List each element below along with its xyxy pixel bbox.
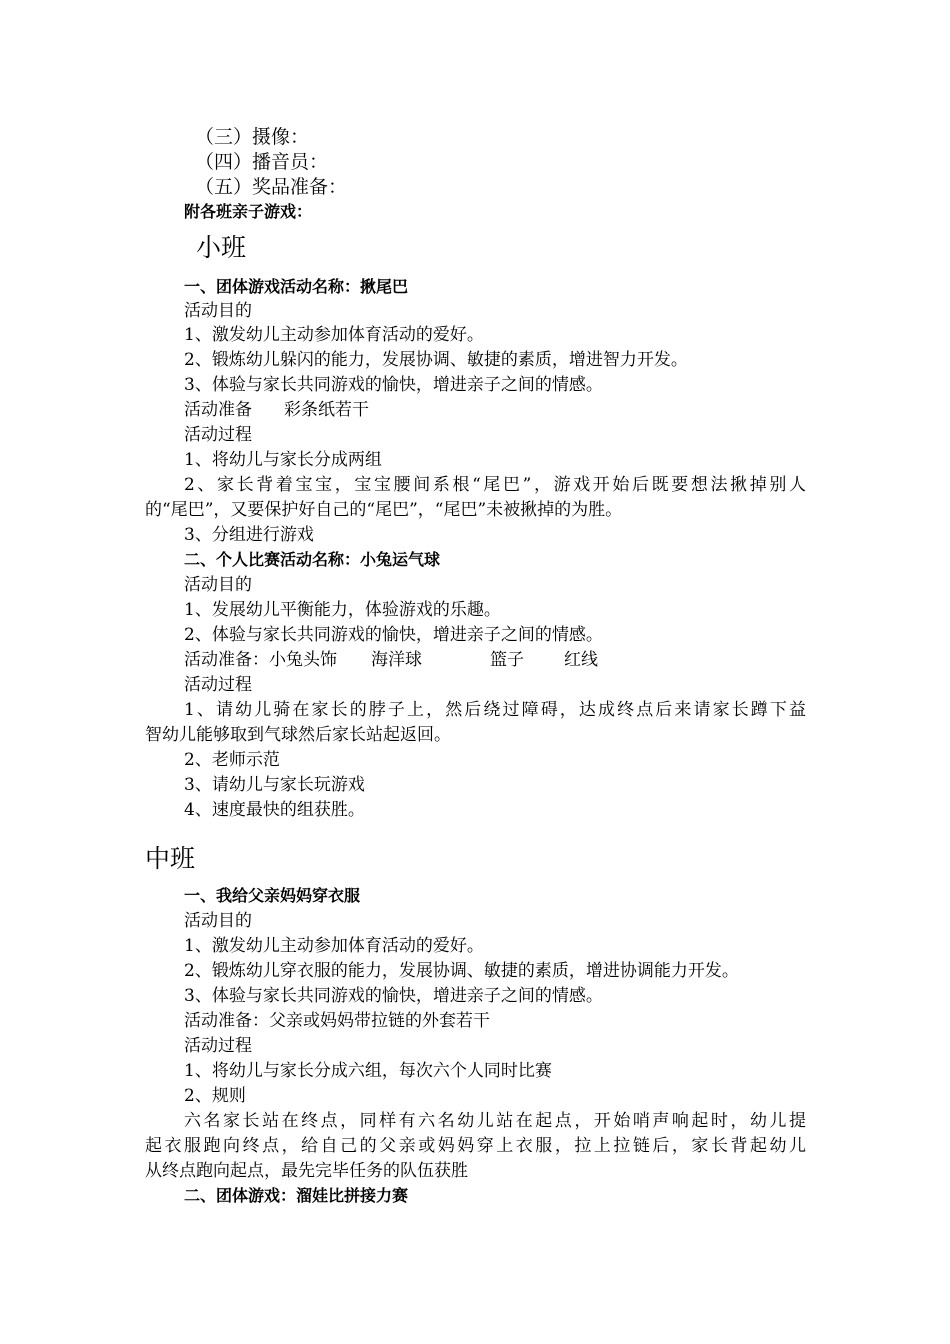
small-game1-step-2-cont: 的“尾巴”，又要保护好自己的“尾巴”，“尾巴”未被揪掉的为胜。 <box>145 500 623 520</box>
middle-game1-goal-label: 活动目的 <box>184 911 252 931</box>
list-item-announcer: （四）播音员： <box>195 151 329 173</box>
small-game2-prep-label: 活动准备：小兔头饰 <box>184 650 337 670</box>
middle-game1-rule-line-1: 六名家长站在终点，同样有六名幼儿站在起点，开始哨声响起时，幼儿提 <box>184 1111 806 1131</box>
small-game2-prep-item: 海洋球 <box>371 650 422 670</box>
small-game1-goal-2: 2、锻炼幼儿躲闪的能力，发展协调、敏捷的素质，增进智力开发。 <box>184 350 688 370</box>
small-game2-step-3: 3、请幼儿与家长玩游戏 <box>184 775 365 795</box>
middle-game1-rule-line-2: 起衣服跑向终点，给自己的父亲或妈妈穿上衣服，拉上拉链后，家长背起幼儿 <box>145 1136 806 1156</box>
small-game2-title: 二、个人比赛活动名称：小兔运气球 <box>184 550 441 569</box>
middle-game2-title: 二、团体游戏：溜娃比拼接力赛 <box>184 1186 409 1205</box>
middle-game1-goal-2: 2、锻炼幼儿穿衣服的能力，发展协调、敏捷的素质，增进协调能力开发。 <box>184 961 739 981</box>
small-game1-step-1: 1、将幼儿与家长分成两组 <box>184 450 382 470</box>
small-game2-process-label: 活动过程 <box>184 675 252 695</box>
middle-game1-goal-1: 1、激发幼儿主动参加体育活动的爱好。 <box>184 936 484 956</box>
small-game2-goal-1: 1、发展幼儿平衡能力，体验游戏的乐趣。 <box>184 600 501 620</box>
middle-game1-step-2: 2、规则 <box>184 1086 246 1106</box>
small-game2-step-1: 1、请幼儿骑在家长的脖子上，然后绕过障碍，达成终点后来请家长蹲下益 <box>184 700 806 720</box>
list-item-camera: （三）摄像： <box>195 126 310 148</box>
small-game1-goal-label: 活动目的 <box>184 301 252 321</box>
middle-class-heading: 中班 <box>145 844 196 873</box>
small-game2-goal-label: 活动目的 <box>184 575 252 595</box>
small-game1-prep-value: 彩条纸若干 <box>284 400 369 420</box>
small-game2-prep-item: 篮子 <box>490 650 524 670</box>
small-game2-step-4: 4、速度最快的组获胜。 <box>184 800 365 820</box>
middle-game1-process-label: 活动过程 <box>184 1036 252 1056</box>
middle-game1-goal-3: 3、体验与家长共同游戏的愉快，增进亲子之间的情感。 <box>184 986 603 1006</box>
small-game1-prep <box>184 398 369 422</box>
small-class-heading: 小班 <box>196 233 247 262</box>
small-game1-goal-3: 3、体验与家长共同游戏的愉快，增进亲子之间的情感。 <box>184 375 603 395</box>
appendix-title: 附各班亲子游戏： <box>184 202 313 221</box>
small-game2-prep <box>184 648 598 672</box>
middle-game1-title: 一、我给父亲妈妈穿衣服 <box>184 886 361 905</box>
small-game1-prep-label: 活动准备 <box>184 400 252 420</box>
middle-game1-prep: 活动准备：父亲或妈妈带拉链的外套若干 <box>184 1011 490 1031</box>
small-game1-step-2: 2、家长背着宝宝，宝宝腰间系根“尾巴”，游戏开始后既要想法揪掉别人 <box>184 475 806 495</box>
small-game2-goal-2: 2、体验与家长共同游戏的愉快，增进亲子之间的情感。 <box>184 625 603 645</box>
middle-game1-rule-line-3: 从终点跑向起点，最先完毕任务的队伍获胜 <box>145 1161 468 1181</box>
small-game1-title: 一、团体游戏活动名称：揪尾巴 <box>184 277 409 296</box>
middle-game1-step-1: 1、将幼儿与家长分成六组，每次六个人同时比赛 <box>184 1061 552 1081</box>
small-game2-step-2: 2、老师示范 <box>184 750 280 770</box>
small-game2-step-1-cont: 智幼儿能够取到气球然后家长站起返回。 <box>145 725 451 745</box>
list-item-prizes: （五）奖品准备： <box>195 176 348 198</box>
small-game1-step-3: 3、分组进行游戏 <box>184 525 314 545</box>
small-game1-process-label: 活动过程 <box>184 425 252 445</box>
small-game2-prep-item: 红线 <box>564 650 598 670</box>
small-game1-goal-1: 1、激发幼儿主动参加体育活动的爱好。 <box>184 325 484 345</box>
